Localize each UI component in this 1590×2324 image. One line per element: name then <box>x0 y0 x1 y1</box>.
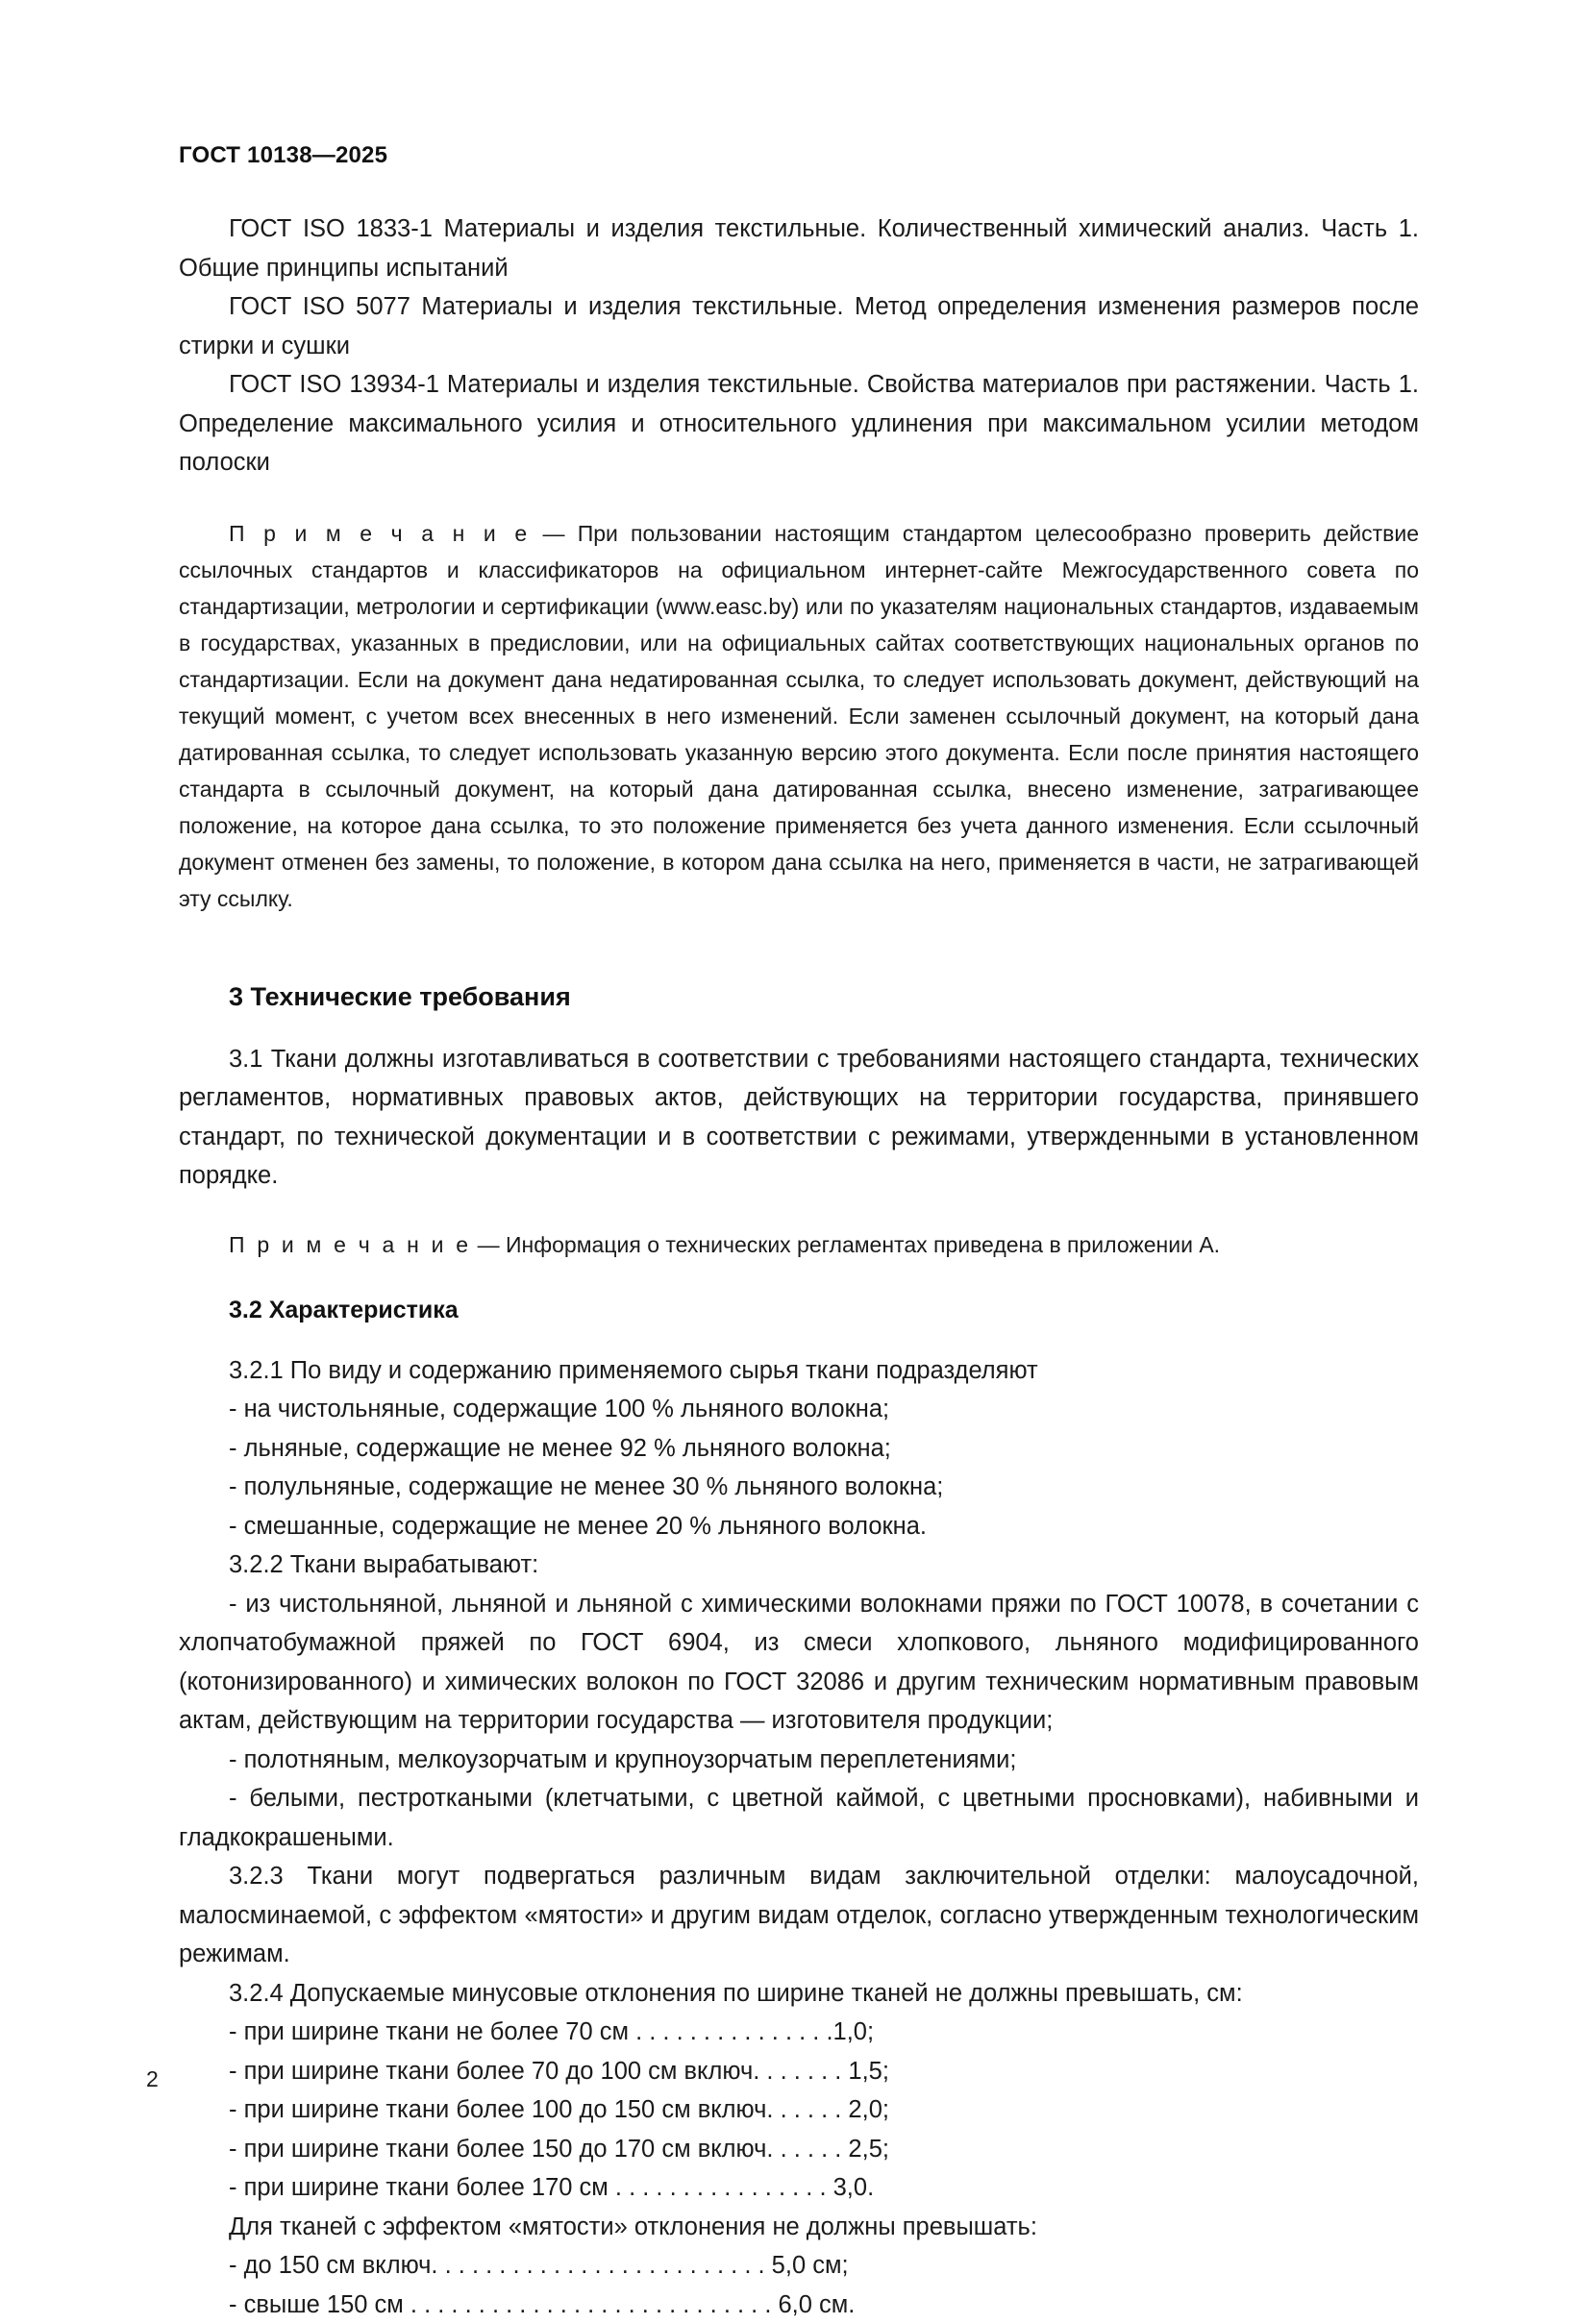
mjatost-row: - до 150 см включ. . . . . . . . . . . . . . . . . . . . . . . . . 5,0 см; <box>179 2246 1419 2286</box>
clause-3-2-2-item: - из чистольняной, льняной и льняной с химическими волокнами пряжи по ГОСТ 10078, в сочетании с хлопчатобумажной пряжей по ГОСТ 6904, из смеси хлопкового, льняного модифицированного (котонизированного) и химических волокон по ГОСТ 32086 и другим техническим нормативным правовым актам, действующим на территории государства — изготовителя продукции; <box>179 1585 1419 1741</box>
clause-3-2-1-item: - смешанные, содержащие не менее 20 % льняного волокна. <box>179 1507 1419 1546</box>
note-label: П р и м е ч а н и е <box>229 1232 471 1257</box>
spacer <box>179 1013 1419 1040</box>
reference-item-iso-13934-1: ГОСТ ISO 13934-1 Материалы и изделия текстильные. Свойства материалов при растяжении. Часть 1. Определение максимального усилия и относительного удлинения при максимальном усилии методом полоски <box>179 365 1419 482</box>
deviation-row: - при ширине ткани более 70 до 100 см включ. . . . . . . 1,5; <box>179 2052 1419 2091</box>
clause-3-1: 3.1 Ткани должны изготавливаться в соответствии с требованиями настоящего стандарта, технических регламентов, нормативных правовых актов, действующих на территории государства, принявшего стандарт, по технической документации и в соответствии с режимами, утвержденными в установленном порядке. <box>179 1040 1419 1196</box>
deviation-row: - при ширине ткани более 150 до 170 см включ. . . . . . 2,5; <box>179 2130 1419 2169</box>
document-body <box>179 210 1419 2324</box>
spacer <box>179 1196 1419 1226</box>
mjatost-row: - свыше 150 см . . . . . . . . . . . . . . . . . . . . . . . . . . . 6,0 см. <box>179 2286 1419 2324</box>
clause-3-2-1-item: - полульняные, содержащие не менее 30 % льняного волокна; <box>179 1468 1419 1507</box>
clause-3-2-2-item: - белыми, пестроткаными (клетчатыми, с цветной каймой, с цветными просновками), набивными и гладкокрашеными. <box>179 1779 1419 1857</box>
note-label: П р и м е ч а н и е <box>229 521 530 546</box>
page-title: ГОСТ 10138—2025 <box>179 142 387 169</box>
note-text: — При пользовании настоящим стандартом целесообразно проверить действие ссылочных стандартов и классификаторов на официальном интернет-сайте Межгосударственного совета по стандартизации, метрологии и сертификации (www.easc.by) или по указателям национальных стандартов, издаваемым в государствах, указанных в предисловии, или на официальных сайтах соответствующих национальных органов по стандартизации. Если на документ дана недатированная ссылка, то следует использовать документ, действующий на текущий момент, с учетом всех внесенных в него изменений. Если заменен ссылочный документ, на который дана датированная ссылка, то следует использовать указанную версию этого документа. Если после принятия настоящего стандарта в ссылочный документ, на который дана датированная ссылка, внесено изменение, затрагивающее положение, на которое дана ссылка, то это положение применяется без учета данного изменения. Если ссылочный документ отменен без замены, то положение, в котором дана ссылка на него, применяется в части, не затрагивающей эту ссылку. <box>179 521 1419 911</box>
clause-3-2-2-item: - полотняным, мелкоузорчатым и крупноузорчатым переплетениями; <box>179 1741 1419 1780</box>
note-references <box>179 515 1419 917</box>
spacer <box>179 1263 1419 1294</box>
mjatost-lead: Для тканей с эффектом «мятости» отклонения не должны превышать: <box>179 2208 1419 2247</box>
deviation-row: - при ширине ткани более 170 см . . . . . . . . . . . . . . . . 3,0. <box>179 2168 1419 2208</box>
clause-3-2-1-item: - на чистольняные, содержащие 100 % льняного волокна; <box>179 1390 1419 1429</box>
deviation-row: - при ширине ткани более 100 до 150 см включ. . . . . . 2,0; <box>179 2090 1419 2130</box>
clause-3-2-3: 3.2.3 Ткани могут подвергаться различным видам заключительной отделки: малоусадочной, малосминаемой, с эффектом «мятости» и другим видам отделок, согласно утвержденным технологическим режимам. <box>179 1857 1419 1974</box>
reference-item-iso-5077: ГОСТ ISO 5077 Материалы и изделия текстильные. Метод определения изменения размеров после стирки и сушки <box>179 287 1419 365</box>
subsection-heading-3-2: 3.2 Характеристика <box>179 1294 1419 1326</box>
clause-3-2-1-lead: 3.2.1 По виду и содержанию применяемого сырья ткани подразделяют <box>179 1351 1419 1391</box>
deviation-row: - при ширине ткани не более 70 см . . . . . . . . . . . . . . .1,0; <box>179 2013 1419 2052</box>
page-number: 2 <box>146 2066 159 2092</box>
clause-3-2-2-lead: 3.2.2 Ткани вырабатывают: <box>179 1545 1419 1585</box>
clause-3-2-4-lead: 3.2.4 Допускаемые минусовые отклонения по ширине тканей не должны превышать, см: <box>179 1974 1419 2014</box>
spacer <box>179 1326 1419 1351</box>
note-text: — Информация о технических регламентах приведена в приложении А. <box>471 1232 1220 1257</box>
spacer <box>179 482 1419 515</box>
section-heading-3: 3 Технические требования <box>179 980 1419 1013</box>
spacer <box>179 917 1419 980</box>
clause-3-2-1-item: - льняные, содержащие не менее 92 % льняного волокна; <box>179 1429 1419 1469</box>
reference-item-iso-1833-1: ГОСТ ISO 1833-1 Материалы и изделия текстильные. Количественный химический анализ. Часть 1. Общие принципы испытаний <box>179 210 1419 287</box>
note-technical-regulations <box>179 1226 1419 1263</box>
